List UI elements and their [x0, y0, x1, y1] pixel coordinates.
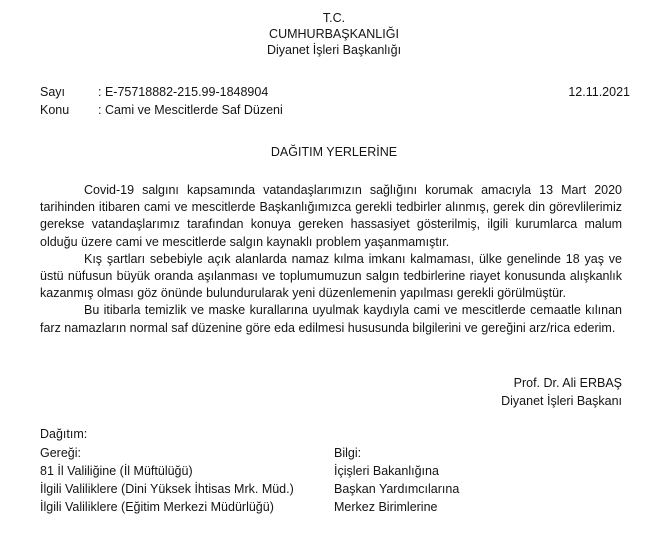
header-department: Diyanet İşleri Başkanlığı: [266, 43, 402, 57]
paragraph-1: Covid-19 salgını kapsamında vatandaşlarımızın sağlığını korumak amacıyla 13 Mart 2020 tarihinden itibaren cami ve mescitlerde Başkanlığımızca gerekli tedbirler alınmış, gerek din görevlilerimiz gerekse vatandaşlarımız tarafından konuya gereken hassasiyet gösterilmiş, ilgili kurumlarca malum olduğu üzere cami ve mescitlerde salgın kaynaklı problem yaşanmamıştır.: [40, 183, 622, 249]
paragraph-2: Kış şartları sebebiyle açık alanlarda namaz kılma imkanı kalmaması, ülke genelinde 18 yaş ve üstü nüfusun büyük oranda aşılanması ve toplumumuzun salgın tedbirlerine riayet konusunda alışkanlık kazanmış olması göz önünde bulundurularak yeni düzenlemenin yapılması gerekli görülmüştür.: [40, 251, 622, 301]
list-item: İlgili Valiliklere (Dini Yüksek İhtisas Mrk. Müd.): [40, 482, 294, 496]
distribution-label: Dağıtım:: [40, 427, 88, 441]
list-item: 81 İl Valiliğine (İl Müftülüğü): [40, 464, 193, 478]
paragraph-3: Bu itibarla temizlik ve maske kurallarına uyulmak kaydıyla cami ve mescitlerde cemaatle kılınan farz namazların normal saf düzenine göre eda edilmesi hususunda bilgilerini ve gereğini arz/rica ederim.: [40, 303, 622, 335]
sayi-value: : E-75718882-215.99-1848904: [98, 85, 269, 99]
list-item: İçişleri Bakanlığına: [334, 464, 439, 478]
signatory-name: Prof. Dr. Ali ERBAŞ: [513, 376, 622, 390]
list-item: Başkan Yardımcılarına: [334, 482, 460, 496]
header-tc: T.C.: [322, 11, 346, 25]
meta-konu-row: [40, 102, 630, 118]
sayi-label: Sayı: [40, 85, 66, 99]
document-date: 12.11.2021: [568, 85, 630, 99]
gereg-column: [40, 444, 294, 516]
meta-sayi-row: [40, 84, 630, 100]
letter-body: [40, 182, 622, 337]
distribution-title: DAĞITIM YERLERİNE: [270, 145, 398, 159]
list-item: Merkez Birimlerine: [334, 500, 438, 514]
signature-block: [501, 374, 622, 410]
letterhead: [0, 10, 668, 58]
gereg-label: Gereği:: [40, 446, 81, 460]
header-presidency: CUMHURBAŞKANLIĞI: [269, 27, 399, 41]
signatory-title: Diyanet İşleri Başkanı: [501, 394, 622, 408]
list-item: İlgili Valiliklere (Eğitim Merkezi Müdürlüğü): [40, 500, 274, 514]
bilgi-column: [334, 444, 459, 516]
konu-label: Konu: [40, 103, 70, 117]
bilgi-label: Bilgi:: [334, 446, 362, 460]
konu-value: : Cami ve Mescitlerde Saf Düzeni: [98, 103, 283, 117]
